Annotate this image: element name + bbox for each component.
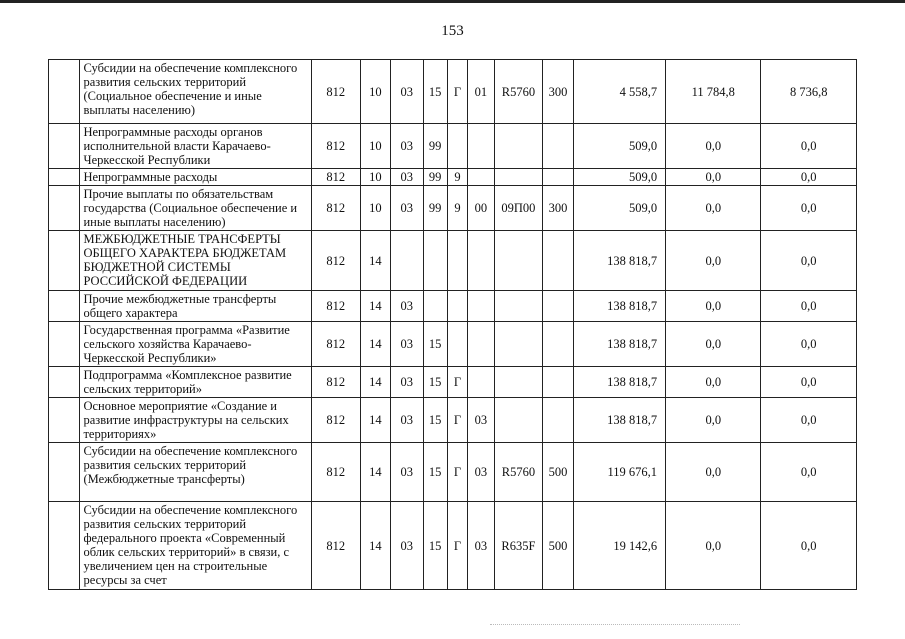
code-subprogram	[447, 231, 467, 291]
code-subprogram	[447, 124, 467, 169]
code-program: 15	[423, 443, 447, 502]
code-event	[468, 169, 494, 186]
code-event: 03	[468, 502, 494, 590]
table-row	[49, 322, 857, 367]
value-year-3: 0,0	[761, 322, 857, 367]
code-expense-type: 300	[543, 186, 573, 231]
code-subsection: 03	[391, 124, 423, 169]
row-name: Непрограммные расходы органов исполнительной власти Карачаево-Черкесской Республики	[80, 124, 311, 169]
code-admin: 812	[311, 231, 360, 291]
row-name: Субсидии на обеспечение комплексного развития сельских территорий (Социальное обеспечение и иные выплаты населению)	[80, 60, 311, 124]
table-row	[49, 186, 857, 231]
code-direction: 09П00	[494, 186, 543, 231]
row-number-cell	[49, 322, 80, 367]
value-year-1: 138 818,7	[573, 291, 665, 322]
code-direction: R5760	[494, 60, 543, 124]
code-admin: 812	[311, 186, 360, 231]
code-program: 99	[423, 169, 447, 186]
code-subsection: 03	[391, 60, 423, 124]
code-admin: 812	[311, 60, 360, 124]
code-program: 15	[423, 322, 447, 367]
code-event: 03	[468, 398, 494, 443]
code-event	[468, 367, 494, 398]
row-number-cell	[49, 443, 80, 502]
value-year-1: 509,0	[573, 186, 665, 231]
code-section: 10	[360, 124, 390, 169]
value-year-3: 0,0	[761, 169, 857, 186]
value-year-2: 0,0	[666, 443, 761, 502]
table-row	[49, 367, 857, 398]
value-year-1: 119 676,1	[573, 443, 665, 502]
code-expense-type	[543, 231, 573, 291]
value-year-1: 19 142,6	[573, 502, 665, 590]
value-year-2: 0,0	[666, 124, 761, 169]
code-section: 10	[360, 169, 390, 186]
table-row	[49, 398, 857, 443]
code-event: 03	[468, 443, 494, 502]
row-number-cell	[49, 169, 80, 186]
code-direction	[494, 169, 543, 186]
table-row	[49, 291, 857, 322]
code-subprogram: Г	[447, 398, 467, 443]
code-subprogram	[447, 322, 467, 367]
code-subsection: 03	[391, 291, 423, 322]
code-subprogram: 9	[447, 169, 467, 186]
value-year-3: 0,0	[761, 124, 857, 169]
table-row	[49, 502, 857, 590]
code-subsection: 03	[391, 502, 423, 590]
code-section: 14	[360, 398, 390, 443]
value-year-2: 0,0	[666, 367, 761, 398]
value-year-2: 0,0	[666, 169, 761, 186]
value-year-2: 0,0	[666, 398, 761, 443]
value-year-2: 0,0	[666, 502, 761, 590]
code-event	[468, 231, 494, 291]
code-section: 14	[360, 367, 390, 398]
row-name: Прочие выплаты по обязательствам государства (Социальное обеспечение и иные выплаты населению)	[80, 186, 311, 231]
value-year-3: 0,0	[761, 291, 857, 322]
code-program: 99	[423, 186, 447, 231]
code-subsection: 03	[391, 186, 423, 231]
row-name: Прочие межбюджетные трансферты общего характера	[80, 291, 311, 322]
row-number-cell	[49, 186, 80, 231]
code-admin: 812	[311, 367, 360, 398]
code-program: 15	[423, 398, 447, 443]
code-subsection: 03	[391, 367, 423, 398]
code-admin: 812	[311, 398, 360, 443]
row-name: Субсидии на обеспечение комплексного развития сельских территорий (Межбюджетные трансферты)	[80, 443, 311, 502]
row-name: Субсидии на обеспечение комплексного развития сельских территорий федерального проекта «Современный облик сельских территорий» в связи, с увеличением цен на строительные ресурсы за счет	[80, 502, 311, 590]
budget-table	[48, 59, 857, 590]
value-year-3: 8 736,8	[761, 60, 857, 124]
value-year-1: 4 558,7	[573, 60, 665, 124]
value-year-2: 0,0	[666, 231, 761, 291]
table-row	[49, 124, 857, 169]
value-year-3: 0,0	[761, 186, 857, 231]
value-year-1: 509,0	[573, 124, 665, 169]
table-body	[49, 60, 857, 590]
code-expense-type	[543, 291, 573, 322]
code-admin: 812	[311, 169, 360, 186]
value-year-3: 0,0	[761, 443, 857, 502]
row-number-cell	[49, 502, 80, 590]
code-subprogram: Г	[447, 502, 467, 590]
code-program	[423, 231, 447, 291]
code-subsection: 03	[391, 322, 423, 367]
code-admin: 812	[311, 443, 360, 502]
row-name: Непрограммные расходы	[80, 169, 311, 186]
code-direction	[494, 398, 543, 443]
table-row	[49, 169, 857, 186]
value-year-1: 138 818,7	[573, 231, 665, 291]
code-expense-type	[543, 169, 573, 186]
code-subsection	[391, 231, 423, 291]
code-expense-type	[543, 367, 573, 398]
code-admin: 812	[311, 502, 360, 590]
code-subprogram: 9	[447, 186, 467, 231]
value-year-2: 0,0	[666, 322, 761, 367]
code-subprogram	[447, 291, 467, 322]
code-subsection: 03	[391, 398, 423, 443]
code-subprogram: Г	[447, 443, 467, 502]
code-program	[423, 291, 447, 322]
code-program: 15	[423, 367, 447, 398]
code-event: 01	[468, 60, 494, 124]
code-event	[468, 124, 494, 169]
row-number-cell	[49, 398, 80, 443]
code-expense-type: 500	[543, 502, 573, 590]
table-row	[49, 231, 857, 291]
value-year-1: 138 818,7	[573, 322, 665, 367]
code-direction: R635F	[494, 502, 543, 590]
code-direction	[494, 231, 543, 291]
page-number: 153	[441, 23, 464, 39]
code-section: 14	[360, 443, 390, 502]
row-number-cell	[49, 231, 80, 291]
code-section: 14	[360, 291, 390, 322]
code-admin: 812	[311, 291, 360, 322]
row-number-cell	[49, 124, 80, 169]
row-name: МЕЖБЮДЖЕТНЫЕ ТРАНСФЕРТЫ ОБЩЕГО ХАРАКТЕРА БЮДЖЕТАМ БЮДЖЕТНОЙ СИСТЕМЫ РОССИЙСКОЙ ФЕДЕРАЦИИ	[80, 231, 311, 291]
code-event: 00	[468, 186, 494, 231]
code-direction: R5760	[494, 443, 543, 502]
value-year-3: 0,0	[761, 502, 857, 590]
value-year-3: 0,0	[761, 231, 857, 291]
code-expense-type: 300	[543, 60, 573, 124]
row-name: Основное мероприятие «Создание и развитие инфраструктуры на сельских территориях»	[80, 398, 311, 443]
code-program: 99	[423, 124, 447, 169]
code-direction	[494, 124, 543, 169]
code-admin: 812	[311, 322, 360, 367]
value-year-1: 138 818,7	[573, 367, 665, 398]
code-section: 14	[360, 231, 390, 291]
code-subprogram: Г	[447, 60, 467, 124]
value-year-2: 0,0	[666, 186, 761, 231]
table-row	[49, 60, 857, 124]
code-section: 14	[360, 322, 390, 367]
code-section: 14	[360, 502, 390, 590]
value-year-1: 509,0	[573, 169, 665, 186]
code-program: 15	[423, 60, 447, 124]
code-section: 10	[360, 186, 390, 231]
table-row	[49, 443, 857, 502]
code-admin: 812	[311, 124, 360, 169]
value-year-2: 11 784,8	[666, 60, 761, 124]
row-name: Подпрограмма «Комплексное развитие сельских территорий»	[80, 367, 311, 398]
value-year-3: 0,0	[761, 398, 857, 443]
value-year-3: 0,0	[761, 367, 857, 398]
row-name: Государственная программа «Развитие сельского хозяйства Карачаево-Черкесской Республики»	[80, 322, 311, 367]
code-event	[468, 322, 494, 367]
code-direction	[494, 291, 543, 322]
code-expense-type	[543, 124, 573, 169]
row-number-cell	[49, 367, 80, 398]
code-subsection: 03	[391, 443, 423, 502]
code-expense-type	[543, 322, 573, 367]
code-direction	[494, 322, 543, 367]
code-section: 10	[360, 60, 390, 124]
footer-artifact	[490, 624, 740, 626]
code-program: 15	[423, 502, 447, 590]
code-event	[468, 291, 494, 322]
code-expense-type: 500	[543, 443, 573, 502]
value-year-2: 0,0	[666, 291, 761, 322]
code-subprogram: Г	[447, 367, 467, 398]
row-number-cell	[49, 291, 80, 322]
top-border-line	[0, 0, 905, 3]
row-number-cell	[49, 60, 80, 124]
code-expense-type	[543, 398, 573, 443]
code-subsection: 03	[391, 169, 423, 186]
value-year-1: 138 818,7	[573, 398, 665, 443]
code-direction	[494, 367, 543, 398]
